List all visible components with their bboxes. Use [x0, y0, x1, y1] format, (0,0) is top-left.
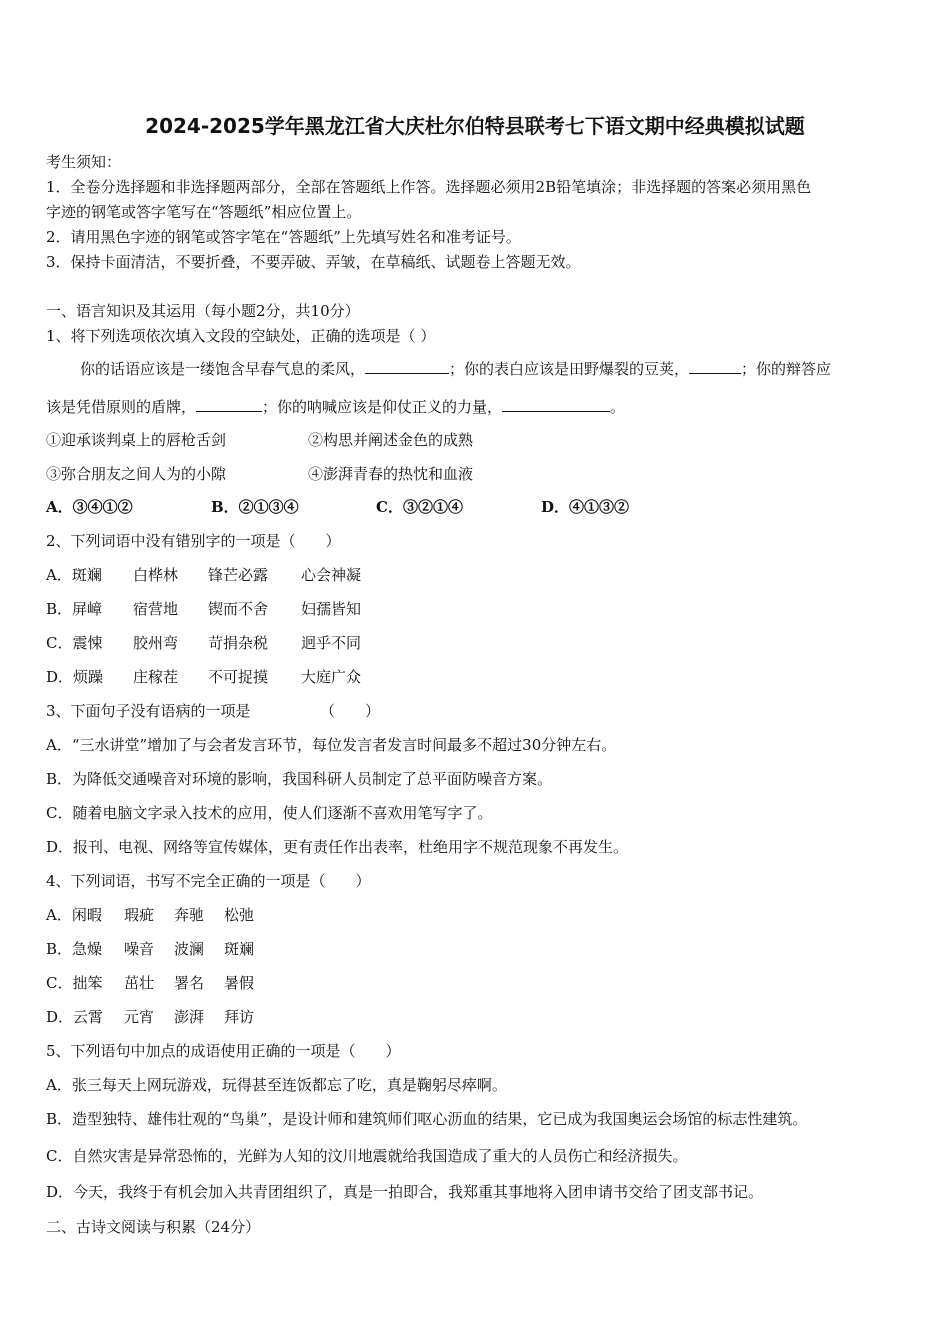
q1-option-d: D．④①③②	[541, 498, 630, 516]
q3-stem: 3、下面句子没有语病的一项是	[46, 702, 251, 720]
q4-b-word-3: 波澜	[174, 940, 205, 958]
q3-option-b: B．为降低交通噪音对环境的影响，我国科研人员制定了总平面防噪音方案。	[46, 770, 553, 788]
q2-c-word-3: 苛捐杂税	[208, 634, 269, 652]
q2-b-word-3: 锲而不舍	[208, 600, 269, 618]
q3-option-a: A．“三水讲堂”增加了与会者发言环节，每位发言者发言时间最多不超过30分钟左右。	[46, 736, 617, 754]
q4-option-row	[46, 973, 910, 993]
q4-b-word-1: B．急燥	[46, 940, 103, 958]
q4-d-word-3: 澎湃	[174, 1008, 205, 1026]
q1-choices-row2	[46, 464, 910, 484]
q1-option-b: B．②①③④	[211, 498, 299, 516]
notice-heading: 考生须知：	[46, 153, 122, 171]
section1-heading: 一、语言知识及其运用（每小题2分，共10分）	[46, 302, 360, 320]
q4-d-word-4: 拜访	[224, 1008, 255, 1026]
q4-b-word-2: 噪音	[124, 940, 155, 958]
q5-option-b: B．造型独特、雄伟壮观的“鸟巢”，是设计师和建筑师们呕心沥血的结果，它已成为我国奥运会场馆的标志性建筑。	[46, 1110, 808, 1128]
q1-options	[46, 497, 910, 517]
q4-b-word-4: 斑斓	[224, 940, 255, 958]
exam-title: 2024-2025学年黑龙江省大庆杜尔伯特县联考七下语文期中经典模拟试题	[145, 114, 805, 138]
q1-passage-1a: 你的话语应该是一缕饱含早春气息的柔风，	[80, 360, 366, 378]
q3-option-c: C．随着电脑文字录入技术的应用，使人们逐渐不喜欢用笔写字了。	[46, 804, 493, 822]
notice-item-2: 2．请用黑色字迹的钢笔或答字笔在“答题纸”上先填写姓名和准考证号。	[46, 228, 521, 246]
q4-a-word-4: 松弛	[224, 906, 255, 924]
q1-option-a: A．③④①②	[46, 498, 133, 516]
q1-passage-1c: ；你的辩答应	[741, 360, 832, 378]
q3-paren: （ ）	[320, 702, 381, 720]
q1-passage-line2	[46, 397, 910, 417]
q4-c-word-2: 茁壮	[124, 974, 155, 992]
q1-choice-1: ①迎承谈判桌上的唇枪舌剑	[46, 431, 227, 449]
q2-c-word-4: 迥乎不同	[301, 634, 362, 652]
q1-choices-row1	[46, 430, 910, 450]
section2-heading: 二、古诗文阅读与积累（24分）	[46, 1218, 261, 1236]
q4-option-row	[46, 1007, 910, 1027]
q2-option-row	[46, 565, 910, 585]
q1-passage-1b: ；你的表白应该是田野爆裂的豆荚，	[449, 360, 690, 378]
q5-option-c: C．自然灾害是异常恐怖的，光鲜为人知的汶川地震就给我国造成了重大的人员伤亡和经济损失。	[46, 1147, 688, 1165]
q4-a-word-2: 瑕疵	[124, 906, 155, 924]
q1-passage-2a: 该是凭借原则的盾牌，	[46, 398, 197, 416]
q1-stem: 1、将下列选项依次填入文段的空缺处，正确的选项是（ ）	[46, 327, 436, 345]
q2-option-row	[46, 599, 910, 619]
q1-passage-line1	[80, 359, 910, 379]
q2-a-word-3: 锋芒必露	[208, 566, 269, 584]
q5-option-a: A．张三每天上网玩游戏，玩得甚至连饭都忘了吃，真是鞠躬尽瘁啊。	[46, 1076, 507, 1094]
q1-blank-2	[689, 359, 741, 374]
q1-blank-1	[365, 359, 449, 374]
q5-stem: 5、下列语句中加点的成语使用正确的一项是（ ）	[46, 1042, 401, 1060]
q4-a-word-3: 奔驰	[174, 906, 205, 924]
q3-stem-line	[46, 701, 910, 721]
q1-passage-2c: 。	[610, 398, 626, 416]
notice-item-1-cont: 字迹的钢笔或答字笔写在“答题纸”相应位置上。	[46, 203, 362, 221]
q1-blank-4	[502, 397, 610, 412]
q2-option-row	[46, 633, 910, 653]
q4-d-word-2: 元宵	[124, 1008, 155, 1026]
q2-d-word-2: 庄稼茬	[133, 668, 179, 686]
q1-option-c: C．③②①④	[376, 498, 463, 516]
q2-d-word-3: 不可捉摸	[208, 668, 269, 686]
q2-c-word-2: 胶州弯	[133, 634, 179, 652]
q4-stem: 4、下列词语，书写不完全正确的一项是（ ）	[46, 872, 371, 890]
q2-b-word-4: 妇孺皆知	[301, 600, 362, 618]
q4-c-word-1: C．拙笨	[46, 974, 103, 992]
q2-stem: 2、下列词语中没有错别字的一项是（ ）	[46, 532, 341, 550]
q2-b-word-1: B．屏嶂	[46, 600, 103, 618]
notice-item-3: 3．保持卡面清洁，不要折叠，不要弄破、弄皱，在草稿纸、试题卷上答题无效。	[46, 253, 581, 271]
q1-choice-4: ④澎湃青春的热忱和血液	[308, 465, 474, 483]
q2-d-word-4: 大庭广众	[301, 668, 362, 686]
q2-d-word-1: D．烦躁	[46, 668, 104, 686]
q4-c-word-3: 署名	[174, 974, 205, 992]
q5-option-d: D．今天，我终于有机会加入共青团组织了，真是一拍即合，我郑重其事地将入团申请书交给了团支部书记。	[46, 1183, 764, 1201]
q4-option-row	[46, 905, 910, 925]
q4-c-word-4: 暑假	[224, 974, 255, 992]
q1-blank-3	[196, 397, 262, 412]
q4-d-word-1: D．云霄	[46, 1008, 104, 1026]
notice-item-1: 1．全卷分选择题和非选择题两部分，全部在答题纸上作答。选择题必须用2B铅笔填涂；非选择题的答案必须用黑色	[46, 178, 812, 196]
q1-choice-3: ③弥合朋友之间人为的小隙	[46, 465, 227, 483]
q2-c-word-1: C．震悚	[46, 634, 103, 652]
q2-option-row	[46, 667, 910, 687]
q3-option-d: D．报刊、电视、网络等宣传媒体，更有责任作出表率，杜绝用字不规范现象不再发生。	[46, 838, 629, 856]
q1-passage-2b: ；你的呐喊应该是仰仗正义的力量，	[262, 398, 503, 416]
q2-a-word-1: A．斑斓	[46, 566, 102, 584]
q1-choice-2: ②构思并阐述金色的成熟	[308, 431, 474, 449]
q4-a-word-1: A．闲暇	[46, 906, 102, 924]
q2-a-word-4: 心会神凝	[301, 566, 362, 584]
q2-b-word-2: 宿营地	[133, 600, 179, 618]
q4-option-row	[46, 939, 910, 959]
q2-a-word-2: 白桦林	[133, 566, 179, 584]
